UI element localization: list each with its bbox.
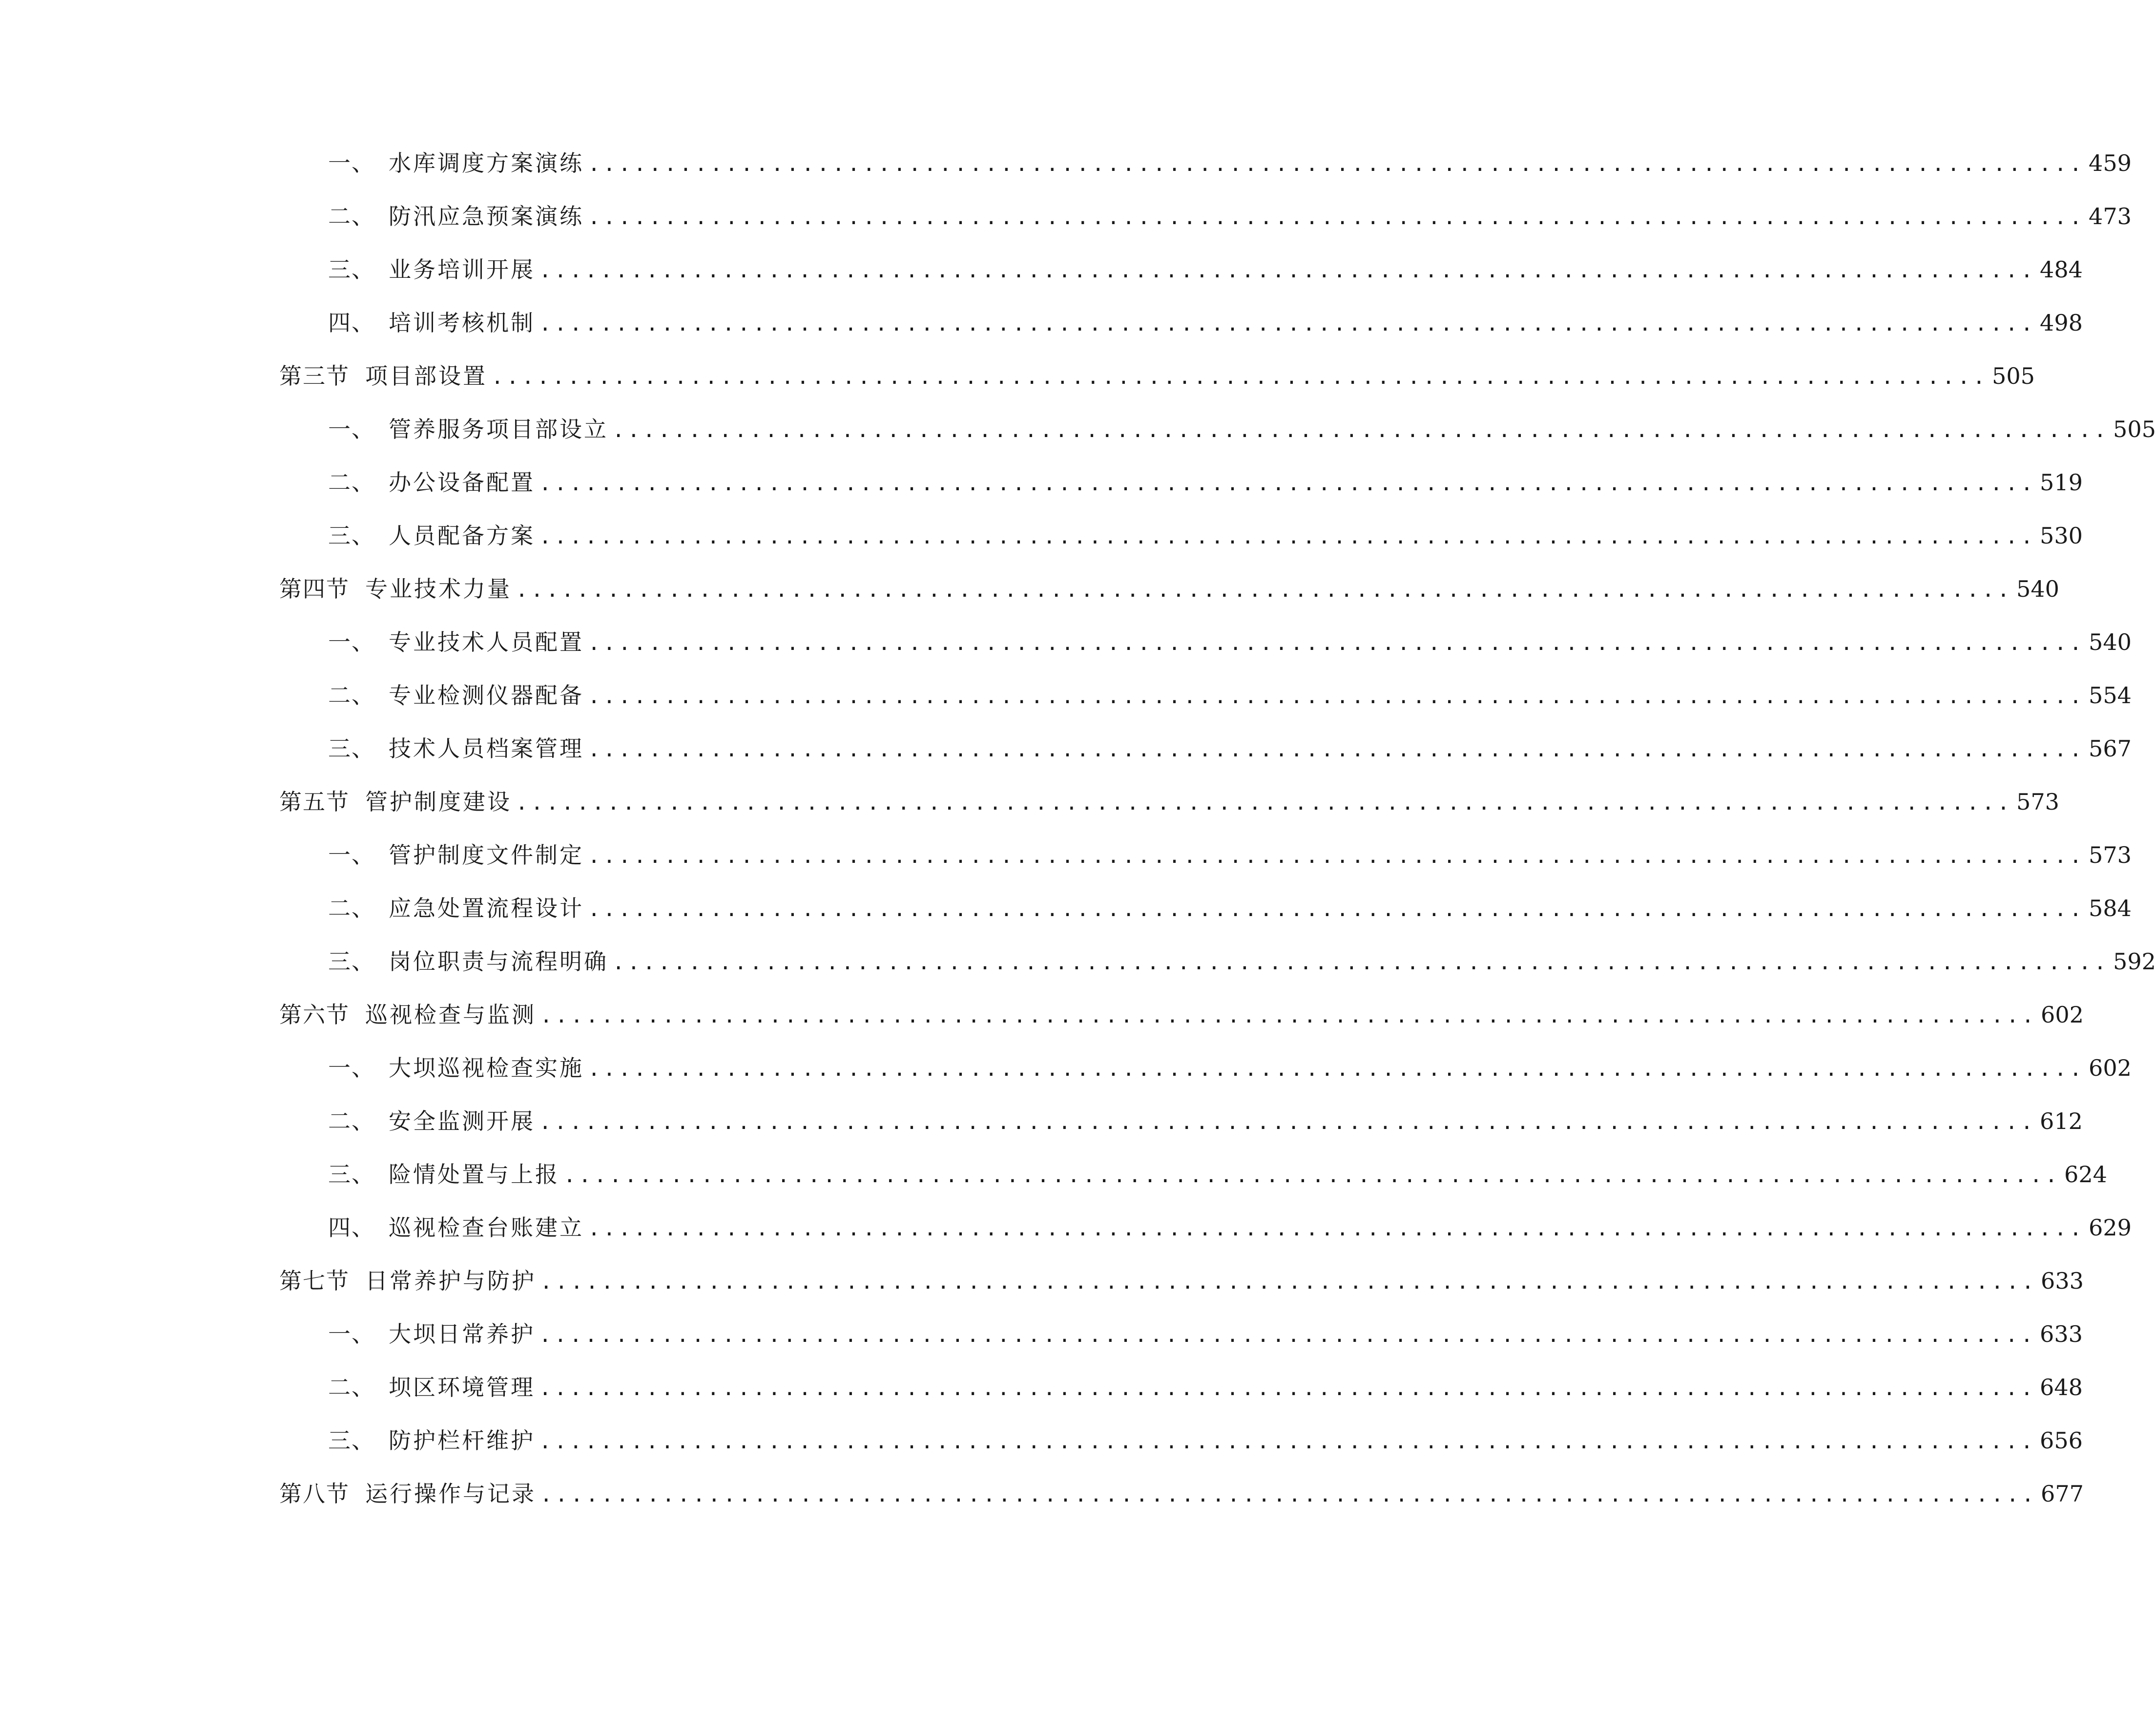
entry-page-number: 624: [2064, 1161, 2107, 1188]
dot-leader: ..................................................................................................: [588, 844, 2085, 868]
dot-leader: ..................................................................................................: [588, 152, 2085, 176]
entry-page-number: 677: [2041, 1481, 2084, 1507]
entry-number: 二、: [328, 682, 375, 709]
toc-entry[interactable]: [328, 250, 2083, 289]
toc-entry[interactable]: [328, 623, 2132, 662]
dot-leader: ..................................................................................................: [491, 365, 1989, 389]
entry-title: 巡视检查台账建立: [389, 1214, 584, 1241]
entry-page-number: 540: [2089, 629, 2132, 655]
entry-page-number: 484: [2040, 256, 2083, 283]
dot-leader: ..................................................................................................: [539, 471, 2036, 495]
toc-entry[interactable]: [328, 463, 2083, 502]
entry-number: 二、: [328, 203, 375, 230]
entry-title: 管护制度文件制定: [389, 842, 584, 868]
entry-page-number: 602: [2041, 1002, 2084, 1028]
toc-entry[interactable]: [328, 1368, 2083, 1407]
dot-leader: ..................................................................................................: [539, 1429, 2036, 1453]
dot-leader: ..................................................................................................: [588, 897, 2085, 921]
entry-page-number: 584: [2089, 895, 2132, 921]
entry-number: 二、: [328, 895, 375, 921]
dot-leader: ..................................................................................................: [588, 205, 2085, 229]
toc-section-entry[interactable]: [279, 1261, 2084, 1300]
toc-entry[interactable]: [328, 197, 2132, 236]
section-number: 第四节: [279, 576, 350, 602]
toc-entry[interactable]: [328, 676, 2132, 715]
toc-entry[interactable]: [328, 836, 2132, 875]
entry-title: 坝区环境管理: [389, 1374, 535, 1400]
toc-entry[interactable]: [328, 1315, 2083, 1354]
entry-title: 应急处置流程设计: [389, 895, 584, 921]
entry-page-number: 505: [2113, 416, 2156, 442]
entry-page-number: 554: [2089, 682, 2132, 709]
entry-title: 险情处置与上报: [389, 1161, 560, 1188]
entry-title: 业务培训开展: [389, 256, 535, 283]
toc-section-entry[interactable]: [279, 995, 2084, 1034]
entry-number: 二、: [328, 469, 375, 496]
toc-section-entry[interactable]: [279, 356, 2035, 396]
dot-leader: ..................................................................................................: [612, 418, 2110, 442]
toc-entry[interactable]: [328, 1048, 2132, 1087]
entry-page-number: 567: [2089, 735, 2132, 762]
section-title: 巡视检查与监测: [365, 1002, 536, 1028]
toc-entry[interactable]: [328, 303, 2083, 342]
entry-page-number: 612: [2040, 1108, 2083, 1134]
section-title: 日常养护与防护: [365, 1268, 536, 1294]
section-number: 第三节: [279, 363, 350, 389]
dot-leader: ..................................................................................................: [539, 524, 2036, 548]
dot-leader: ..................................................................................................: [563, 1163, 2061, 1187]
entry-page-number: 602: [2089, 1055, 2132, 1081]
entry-number: 四、: [328, 310, 375, 336]
entry-number: 三、: [328, 948, 375, 975]
entry-number: 二、: [328, 1108, 375, 1134]
entry-title: 专业技术人员配置: [389, 629, 584, 655]
entry-title: 人员配备方案: [389, 522, 535, 549]
entry-page-number: 648: [2040, 1374, 2083, 1400]
entry-number: 一、: [328, 1055, 375, 1081]
entry-title: 大坝日常养护: [389, 1321, 535, 1347]
entry-page-number: 498: [2040, 310, 2083, 336]
toc-section-entry[interactable]: [279, 1474, 2084, 1513]
section-number: 第五节: [279, 789, 350, 815]
dot-leader: ..................................................................................................: [588, 631, 2085, 655]
dot-leader: ..................................................................................................: [539, 1110, 2036, 1134]
dot-leader: ..................................................................................................: [588, 684, 2085, 708]
toc-entry[interactable]: [328, 729, 2132, 768]
entry-number: 一、: [328, 150, 375, 176]
toc-entry[interactable]: [328, 942, 2156, 981]
dot-leader: ..................................................................................................: [612, 950, 2110, 974]
entry-number: 一、: [328, 842, 375, 868]
entry-title: 办公设备配置: [389, 469, 535, 496]
entry-number: 三、: [328, 256, 375, 283]
entry-page-number: 592: [2113, 948, 2156, 975]
toc-section-entry[interactable]: [279, 782, 2059, 821]
section-number: 第六节: [279, 1002, 350, 1028]
dot-leader: ..................................................................................................: [516, 791, 2013, 815]
entry-number: 二、: [328, 1374, 375, 1400]
toc-section-entry[interactable]: [279, 569, 2059, 608]
entry-number: 一、: [328, 416, 375, 442]
entry-page-number: 656: [2040, 1427, 2083, 1454]
toc-entry[interactable]: [328, 1208, 2132, 1247]
entry-page-number: 473: [2089, 203, 2132, 230]
entry-title: 安全监测开展: [389, 1108, 535, 1134]
section-title: 专业技术力量: [365, 576, 512, 602]
entry-page-number: 633: [2040, 1321, 2083, 1347]
section-title: 运行操作与记录: [365, 1481, 536, 1507]
dot-leader: ..................................................................................................: [588, 737, 2085, 761]
entry-title: 专业检测仪器配备: [389, 682, 584, 709]
entry-title: 大坝巡视检查实施: [389, 1055, 584, 1081]
entry-title: 防护栏杆维护: [389, 1427, 535, 1454]
entry-number: 三、: [328, 1427, 375, 1454]
section-title: 管护制度建设: [365, 789, 512, 815]
entry-page-number: 540: [2016, 576, 2059, 602]
toc-entry[interactable]: [328, 516, 2083, 555]
section-number: 第七节: [279, 1268, 350, 1294]
entry-title: 技术人员档案管理: [389, 735, 584, 762]
entry-page-number: 505: [1992, 363, 2035, 389]
entry-page-number: 633: [2041, 1268, 2084, 1294]
entry-title: 岗位职责与流程明确: [389, 948, 608, 975]
dot-leader: ..................................................................................................: [588, 1216, 2085, 1240]
dot-leader: ..................................................................................................: [539, 1376, 2036, 1400]
section-title: 项目部设置: [365, 363, 487, 389]
toc-entry[interactable]: [328, 410, 2156, 449]
entry-page-number: 629: [2089, 1214, 2132, 1241]
toc-entry[interactable]: [328, 889, 2132, 928]
dot-leader: ..................................................................................................: [516, 578, 2013, 602]
entry-title: 管养服务项目部设立: [389, 416, 608, 442]
dot-leader: ..................................................................................................: [540, 1270, 2037, 1294]
entry-page-number: 519: [2040, 469, 2083, 496]
toc-entry[interactable]: [328, 144, 2132, 183]
entry-page-number: 573: [2089, 842, 2132, 868]
toc-entry[interactable]: [328, 1421, 2083, 1460]
dot-leader: ..................................................................................................: [539, 312, 2036, 335]
entry-page-number: 530: [2040, 522, 2083, 549]
entry-number: 三、: [328, 522, 375, 549]
entry-page-number: 573: [2016, 789, 2059, 815]
entry-number: 一、: [328, 629, 375, 655]
entry-title: 防汛应急预案演练: [389, 203, 584, 230]
entry-page-number: 459: [2089, 150, 2132, 176]
dot-leader: ..................................................................................................: [540, 1003, 2037, 1027]
toc-entry[interactable]: [328, 1155, 2107, 1194]
entry-title: 水库调度方案演练: [389, 150, 584, 176]
section-number: 第八节: [279, 1481, 350, 1507]
dot-leader: ..................................................................................................: [540, 1483, 2037, 1506]
entry-title: 培训考核机制: [389, 310, 535, 336]
entry-number: 一、: [328, 1321, 375, 1347]
toc-entry[interactable]: [328, 1102, 2083, 1141]
dot-leader: ..................................................................................................: [588, 1057, 2085, 1081]
dot-leader: ..................................................................................................: [539, 1323, 2036, 1347]
entry-number: 三、: [328, 1161, 375, 1188]
entry-number: 四、: [328, 1214, 375, 1241]
entry-number: 三、: [328, 735, 375, 762]
dot-leader: ..................................................................................................: [539, 258, 2036, 282]
